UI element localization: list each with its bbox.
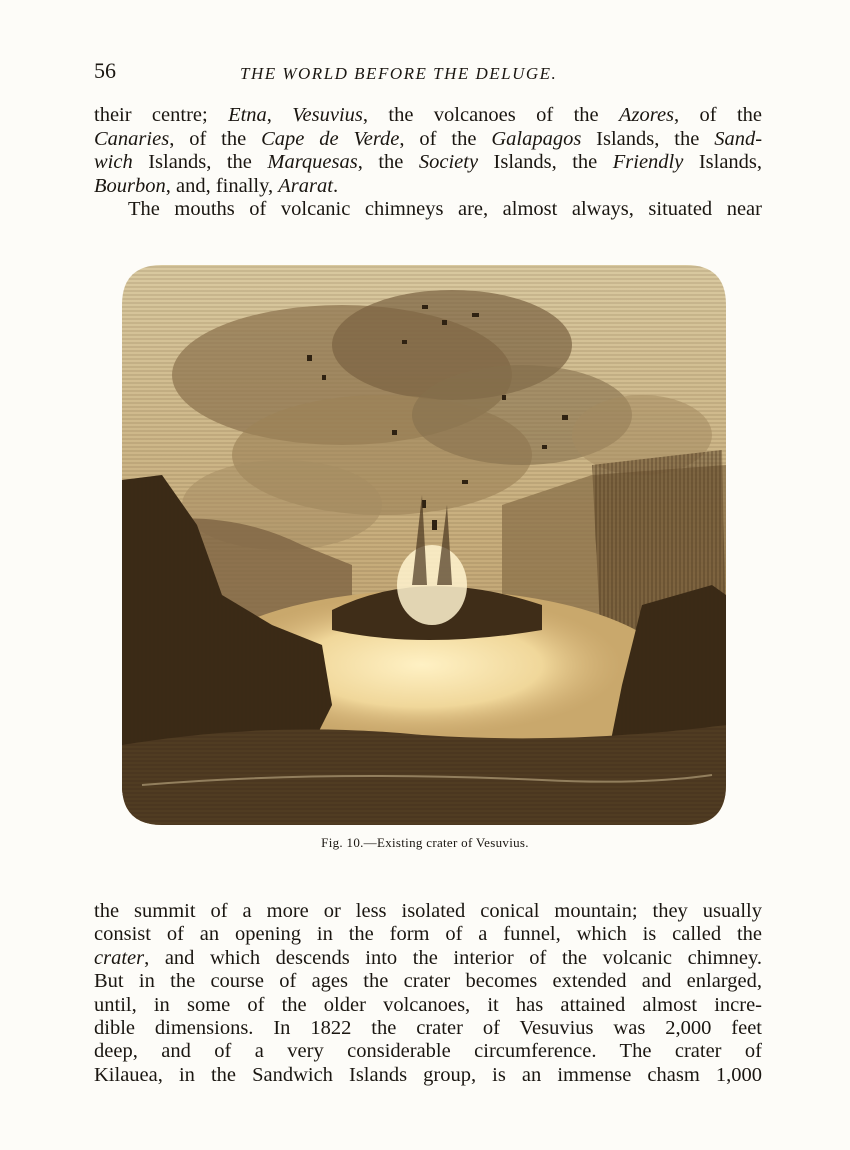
text-line — [94, 970, 762, 993]
continuation-line: The mouths of volcanic chimneys are, almost always, situated near — [128, 198, 762, 221]
text-line — [94, 151, 762, 175]
text-run: Islands, the — [478, 151, 613, 174]
top-paragraph — [94, 104, 762, 222]
italic-run: Society — [418, 151, 479, 174]
italic-run: Sand- — [714, 127, 763, 150]
text-run: until, in some of the older volcanoes, it has attained almost incre- — [94, 993, 762, 1016]
text-run: . — [332, 174, 339, 197]
italic-run: Etna — [228, 104, 267, 126]
italic-run: wich — [94, 151, 133, 174]
text-run: deep, and of a very considerable circumference. The crater of — [94, 1040, 762, 1063]
text-run: , the volcanoes of the — [362, 104, 619, 126]
text-line — [94, 994, 762, 1017]
italic-run: crater — [94, 946, 145, 969]
text-line — [94, 1064, 762, 1087]
text-run: But in the course of ages the crater becomes extended and enlarged, — [94, 970, 762, 993]
text-run: dible dimensions. In 1822 the crater of Vesuvius was 2,000 feet — [94, 1016, 762, 1039]
text-run: their centre; — [94, 104, 229, 126]
text-run: Kilauea, in the Sandwich Islands group, is an immense chasm 1,000 — [94, 1063, 762, 1086]
bottom-paragraph — [94, 900, 762, 1087]
text-line — [94, 947, 762, 970]
text-line — [94, 175, 762, 199]
text-line — [94, 1017, 762, 1040]
text-run: , of the — [674, 104, 763, 126]
text-run: , of the — [169, 127, 262, 150]
figure-caption: Fig. 10.—Existing crater of Vesuvius. — [321, 835, 529, 850]
italic-run: Ararat — [278, 174, 333, 197]
text-run: the summit of a more or less isolated conical mountain; they usually — [94, 900, 762, 922]
italic-run: Canaries — [94, 127, 170, 150]
page-number: 56 — [94, 58, 116, 83]
text-line — [94, 900, 762, 923]
text-run: Islands, — [683, 151, 763, 174]
italic-run: Vesuvius — [292, 104, 363, 126]
italic-run: Bourbon — [94, 174, 166, 197]
text-run: , and, finally, — [165, 174, 279, 197]
italic-run: Galapagos — [491, 127, 582, 150]
text-line — [94, 1040, 762, 1063]
text-run: , of the — [399, 127, 492, 150]
text-run: Islands, the — [132, 151, 268, 174]
text-run: consist of an opening in the form of a funnel, which is called the — [94, 923, 762, 946]
text-run: , the — [357, 151, 419, 174]
crater-illustration — [122, 265, 726, 825]
running-title: THE WORLD BEFORE THE DELUGE. — [240, 64, 558, 83]
italic-run: Azores — [618, 104, 675, 126]
crater-engraving — [122, 265, 726, 825]
text-line — [94, 923, 762, 946]
italic-run: Marquesas — [267, 151, 358, 174]
italic-run: Friendly — [612, 151, 684, 174]
text-line — [94, 104, 762, 128]
text-line — [94, 128, 762, 152]
text-run: , and which descends into the interior of the volcanic chimney. — [144, 946, 762, 969]
text-run: , — [266, 104, 293, 126]
text-run: Islands, the — [581, 127, 715, 150]
italic-run: Cape de Verde — [261, 127, 400, 150]
